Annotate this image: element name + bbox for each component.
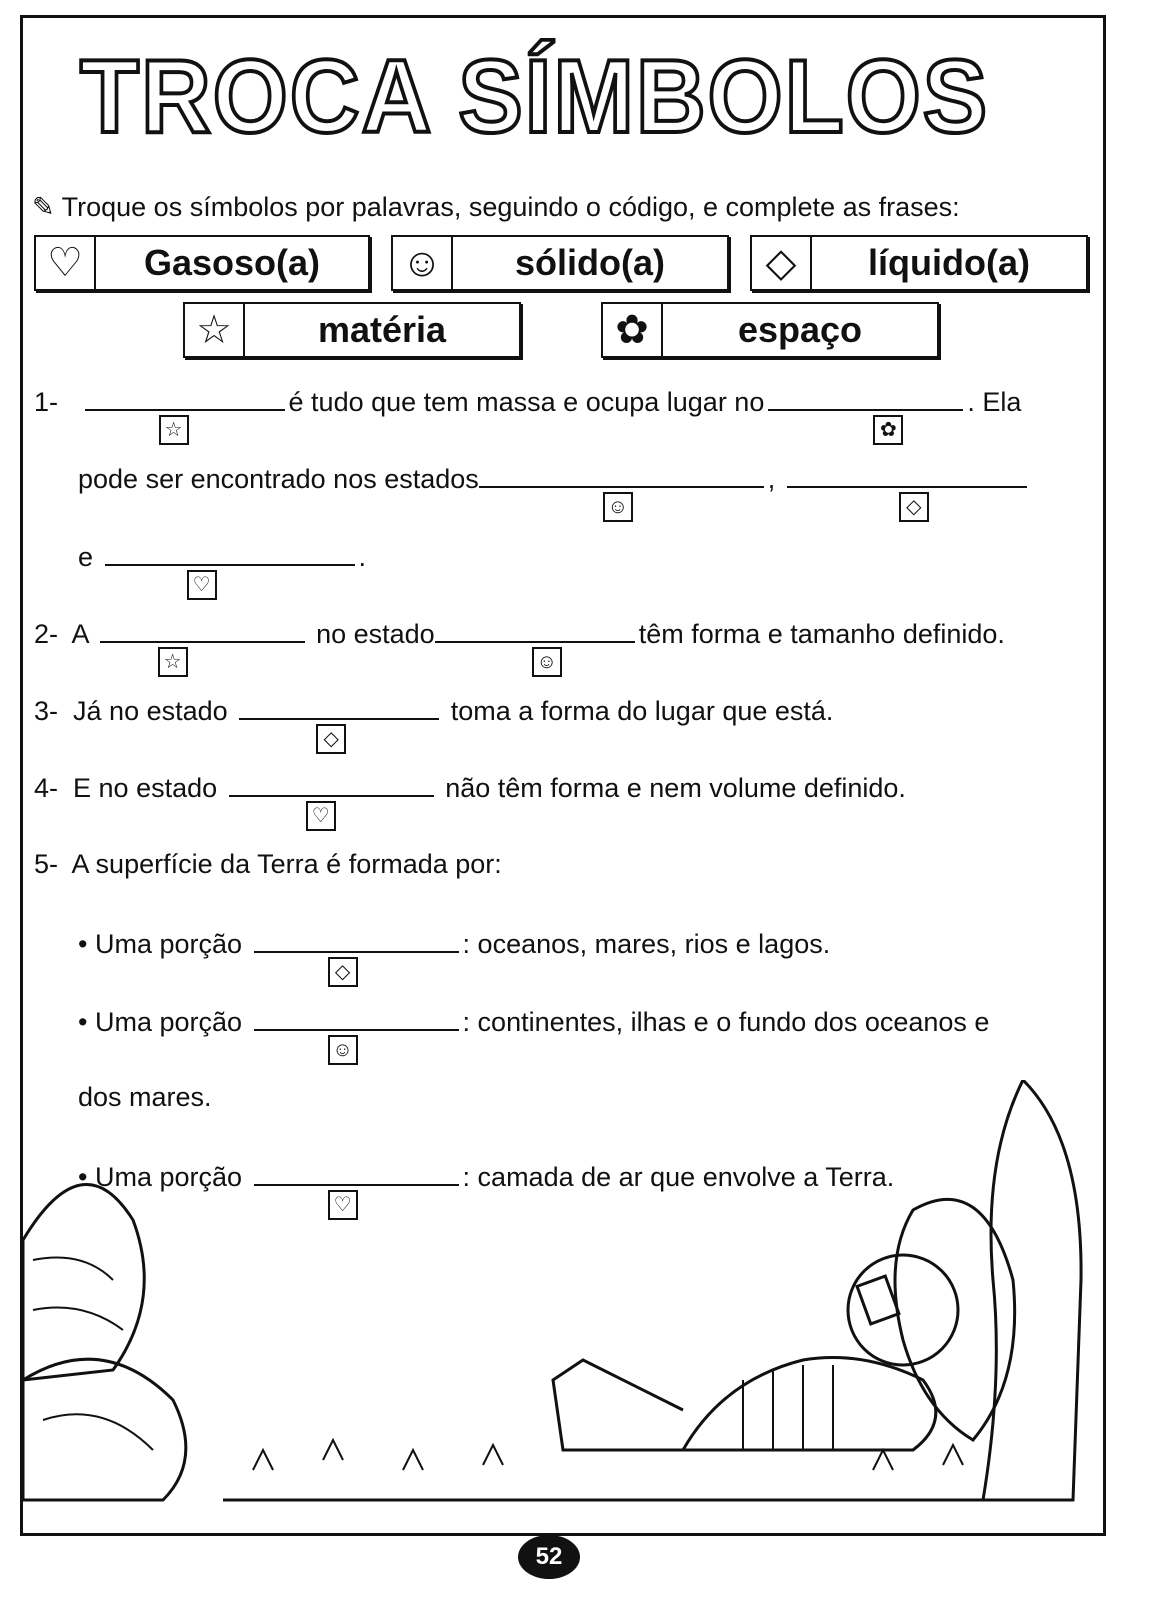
answer-blank[interactable] [787,462,1027,518]
question-text: E no estado [73,773,218,803]
legend-word: Gasoso(a) [143,242,321,283]
answer-blank[interactable] [239,694,439,750]
rock-bottom [23,1359,186,1500]
question-number: 3- [34,696,59,726]
flower-icon: ✿ [873,415,903,445]
diamond-icon: ◇ [899,492,929,522]
page-number: 52 [518,1535,580,1579]
question-1-line-3 [78,540,367,596]
star-icon: ☆ [185,304,245,356]
question-text: têm forma e tamanho definido. [638,619,1005,649]
legend-liquido [750,235,1088,291]
bullet-1 [78,927,831,983]
question-text: Já no estado [73,696,228,726]
question-3 [34,694,834,750]
smiley-icon: ☺ [393,237,453,289]
legend-word: espaço [737,309,863,350]
heart-icon: ♡ [187,570,217,600]
legend-solido [391,235,729,291]
legend-gasoso [34,235,370,291]
smiley-icon: ☺ [532,647,562,677]
question-text: : camada de ar que envolve a Terra. [462,1162,895,1192]
phone-icon [857,1276,899,1324]
rock-right [983,1080,1081,1500]
question-text: : oceanos, mares, rios e lagos. [462,929,831,959]
question-text: e [78,542,94,572]
question-number: 1- [34,387,59,417]
diamond-icon: ◇ [328,957,358,987]
diamond-icon: ◇ [316,724,346,754]
flower-icon: ✿ [603,304,663,356]
answer-blank[interactable] [479,462,764,518]
bullet-2-cont: dos mares. [78,1082,212,1112]
question-5 [34,849,502,880]
legend-word: matéria [317,309,447,350]
question-text: não têm forma e nem volume definido. [445,773,906,803]
answer-blank[interactable] [768,385,963,441]
question-text: . Ela [967,387,1022,417]
question-text: no estado [316,619,435,649]
rock-stripes [33,1258,153,1451]
legend-espaco [601,302,939,358]
answer-blank[interactable] [254,1005,459,1061]
worksheet-title: TROCA SÍMBOLOS [80,39,990,155]
question-text: • Uma porção [78,1162,243,1192]
question-number: 4- [34,773,59,803]
question-1-line-2 [78,462,1031,518]
question-text: toma a forma do lugar que está. [450,696,834,726]
answer-blank[interactable] [229,771,434,827]
bullet-2 [78,1005,990,1061]
heart-icon: ♡ [328,1190,358,1220]
question-text: , [767,464,776,494]
question-number: 5- [34,849,59,879]
question-text: pode ser encontrado nos estados [78,464,479,494]
girl-legs [553,1360,683,1450]
question-1-line-1 [34,385,1022,441]
heart-icon: ♡ [306,801,336,831]
question-4 [34,771,906,827]
legend-word: sólido(a) [515,242,665,283]
answer-blank[interactable] [254,927,459,983]
diamond-icon: ◇ [752,237,812,289]
question-2 [34,617,1005,673]
smiley-icon: ☺ [328,1035,358,1065]
question-text: é tudo que tem massa e ocupa lugar no [288,387,765,417]
answer-blank[interactable] [85,385,285,441]
answer-blank[interactable] [100,617,305,673]
question-text: • Uma porção [78,1007,243,1037]
answer-blank[interactable] [105,540,355,596]
girl-on-phone-illustration [23,1080,1103,1530]
legend-word: líquido(a) [868,242,1030,283]
smiley-icon: ☺ [603,492,633,522]
grass [253,1440,963,1470]
question-text: • Uma porção [78,929,243,959]
star-icon: ☆ [158,647,188,677]
answer-blank[interactable] [435,617,635,673]
star-icon: ☆ [159,415,189,445]
rock-left [23,1184,144,1380]
legend-materia [183,302,521,358]
question-text: . [358,542,367,572]
question-text: A superfície da Terra é formada por: [71,849,502,879]
instructions: ✎ Troque os símbolos por palavras, seguindo o código, e complete as frases: [32,192,960,222]
girl-body [683,1358,936,1451]
heart-icon: ♡ [36,237,96,289]
question-text: : continentes, ilhas e o fundo dos oceanos e [462,1007,990,1037]
question-text: A [71,619,89,649]
question-number: 2- [34,619,59,649]
